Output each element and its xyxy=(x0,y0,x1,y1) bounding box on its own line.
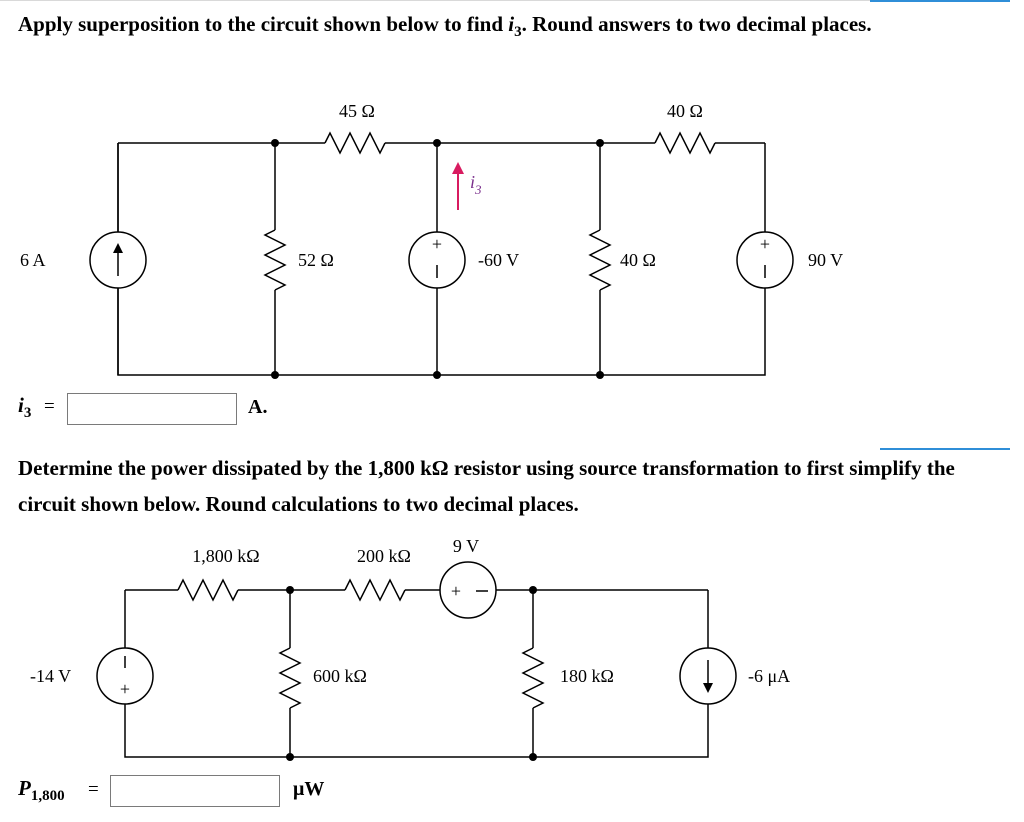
answer-unit-amps: A. xyxy=(248,396,268,418)
equals-sign-2: = xyxy=(88,779,99,800)
svg-text:i3: $i_3$ xyxy=(470,172,482,197)
voltage-source-90v xyxy=(737,232,793,288)
label-v-neg14: -14 V xyxy=(30,666,72,686)
equals-sign: = xyxy=(44,396,55,417)
label-r-600k: 600 kΩ xyxy=(313,666,367,686)
label-v-neg60: -60 V xyxy=(478,250,520,270)
svg-text:+: + xyxy=(119,679,131,699)
answer-label-p1800: $P_{1,800}$ xyxy=(18,776,65,805)
answer-input-p1800[interactable] xyxy=(110,775,280,807)
label-r-40-mid: 40 Ω xyxy=(620,250,656,270)
voltage-source-neg60v xyxy=(409,232,465,288)
label-r-52: 52 Ω xyxy=(298,250,334,270)
circuit-diagram-2 xyxy=(0,530,1024,770)
resistor-52 xyxy=(265,230,285,290)
voltage-source-neg14v xyxy=(97,648,153,704)
answer-label-i3: $i_3$ xyxy=(18,393,32,422)
current-source-6a xyxy=(90,232,146,288)
prompt-text-tail: . Round answers to two decimal places. xyxy=(521,12,872,36)
answer-input-i3[interactable] xyxy=(67,393,237,425)
label-r-200k: 200 kΩ xyxy=(357,546,411,566)
prompt-variable: i xyxy=(508,12,515,36)
svg-text:+: + xyxy=(431,234,443,254)
label-i-neg6ua: -6 μA xyxy=(748,666,791,686)
prompt-text: Apply superposition to the circuit shown below to find xyxy=(18,12,509,36)
svg-text:+: + xyxy=(450,581,462,601)
current-source-neg6ua xyxy=(680,648,736,704)
svg-text:+: + xyxy=(759,234,771,254)
answer-unit-microwatts: μW xyxy=(293,778,325,800)
question-2-prompt: Determine the power dissipated by the 1,800 kΩ resistor using source transformation to first simplify the circuit shown below. Round calculations to two decimal places. xyxy=(18,456,955,516)
resistor-40-top xyxy=(655,133,715,153)
resistor-40-mid xyxy=(590,230,610,290)
label-r-180k: 180 kΩ xyxy=(560,666,614,686)
resistor-180k xyxy=(523,648,543,708)
resistor-600k xyxy=(280,648,300,708)
label-r-1800k: 1,800 kΩ xyxy=(192,546,260,566)
current-arrow-i3 xyxy=(452,162,482,210)
resistor-1800k xyxy=(178,580,238,600)
label-v-90: 90 V xyxy=(808,250,844,270)
label-r-45: 45 Ω xyxy=(339,101,375,121)
resistor-200k xyxy=(345,580,405,600)
label-r-40-top: 40 Ω xyxy=(667,101,703,121)
label-v-9: 9 V xyxy=(452,536,480,556)
voltage-source-9v xyxy=(440,562,496,618)
resistor-45 xyxy=(325,133,385,153)
prompt-variable-sub: 3 xyxy=(514,24,522,41)
label-current-source: 6 A xyxy=(20,250,46,270)
